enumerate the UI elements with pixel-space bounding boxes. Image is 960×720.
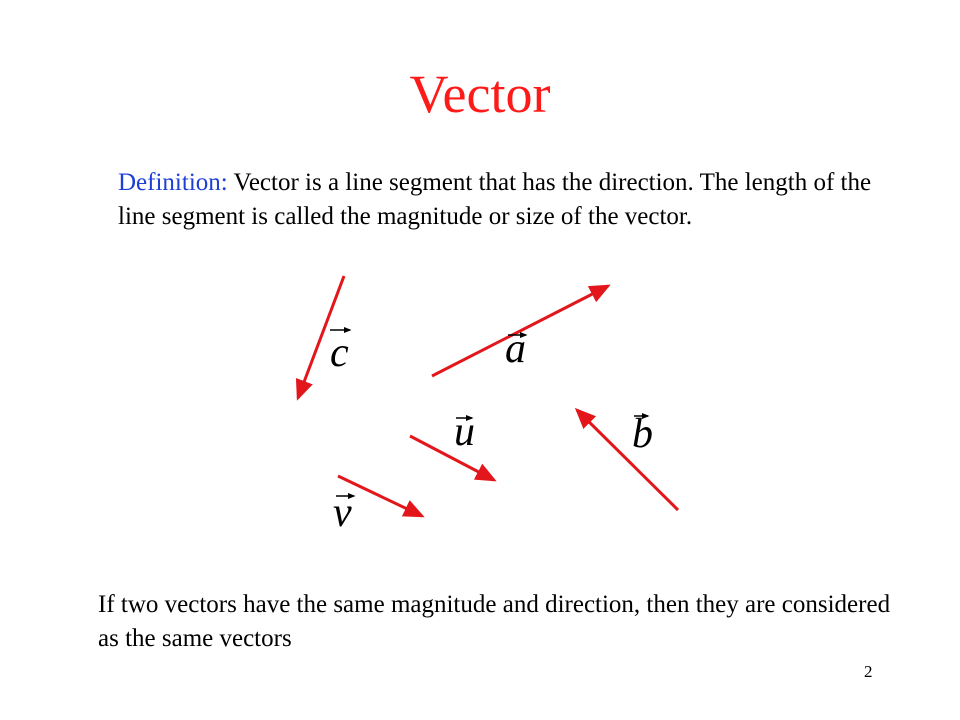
vector-b-arrow xyxy=(577,410,678,510)
vector-c-label: c xyxy=(330,330,349,376)
vector-u-label: u xyxy=(454,409,475,455)
vector-v xyxy=(333,476,422,536)
vector-u xyxy=(410,409,494,480)
vector-u-arrow xyxy=(410,436,494,480)
vector-a-label: a xyxy=(505,326,526,372)
definition-text: Vector is a line segment that has the direction. The length of the line segment is called the magnitude or size of the vector. xyxy=(118,169,872,230)
vector-b-label: b xyxy=(632,411,653,457)
definition-term: Definition: xyxy=(118,169,228,196)
vector-v-label: v xyxy=(333,490,352,536)
vector-b xyxy=(577,410,678,510)
conclusion-note: If two vectors have the same magnitude and direction, then they are considered as the same vectors xyxy=(98,591,891,652)
vector-a xyxy=(432,286,608,376)
slide-title: Vector xyxy=(409,64,551,124)
page-number: 2 xyxy=(864,662,873,681)
vector-c xyxy=(298,276,350,398)
